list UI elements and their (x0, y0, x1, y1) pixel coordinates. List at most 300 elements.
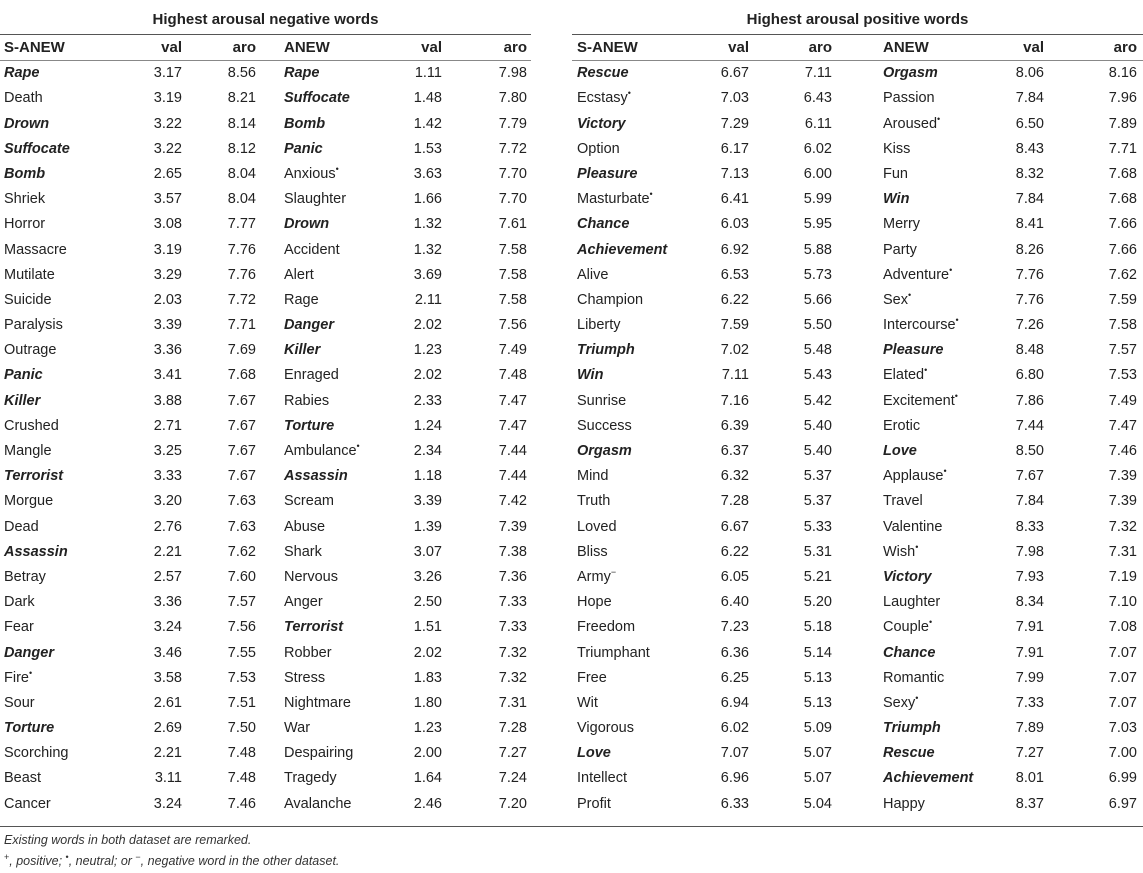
s-anew-word: Cancer (4, 795, 51, 812)
val-cell: 1.51 (413, 619, 442, 636)
anew-word: Wish• (883, 541, 919, 560)
negative-panel-title: Highest arousal negative words (152, 11, 379, 28)
anew-word: Stress (284, 669, 326, 686)
val-cell: 2.61 (153, 694, 182, 711)
val-cell: 3.29 (153, 266, 182, 283)
anew-word: Elated• (883, 365, 928, 384)
aro-cell: 8.04 (227, 191, 256, 208)
val-cell: 6.96 (720, 770, 749, 787)
aro-cell: 7.11 (804, 65, 832, 82)
aro-cell: 5.20 (803, 594, 832, 611)
positive-panel-title: Highest arousal positive words (746, 11, 969, 28)
aro-cell: 7.79 (498, 115, 527, 132)
anew-word: Adventure• (883, 264, 953, 283)
table-row (572, 615, 1143, 640)
val-cell: 6.03 (720, 216, 749, 233)
val-cell: 3.69 (413, 266, 442, 283)
header-s-anew: S-ANEW (4, 39, 65, 56)
anew-word: Rabies (284, 392, 330, 409)
anew-word: Alert (284, 266, 314, 283)
table-row (0, 86, 531, 111)
table-row (0, 741, 531, 766)
table-row (572, 313, 1143, 338)
val-cell: 7.84 (1015, 90, 1044, 107)
aro-cell: 7.55 (227, 644, 256, 661)
aro-cell: 7.63 (227, 518, 256, 535)
val-cell: 2.11 (414, 291, 442, 308)
aro-cell: 7.96 (1108, 90, 1137, 107)
table-row (572, 792, 1143, 817)
val-cell: 2.71 (153, 417, 182, 434)
s-anew-word: Shriek (4, 191, 46, 208)
aro-cell: 6.99 (1108, 770, 1137, 787)
aro-cell: 7.39 (498, 518, 527, 535)
aro-cell: 7.32 (1108, 518, 1137, 535)
dataset-marker: • (627, 88, 631, 99)
val-cell: 1.66 (413, 191, 442, 208)
val-cell: 6.17 (720, 140, 749, 157)
anew-word: War (284, 720, 311, 737)
aro-cell: 7.42 (498, 493, 527, 510)
aro-cell: 7.49 (1108, 392, 1137, 409)
s-anew-word: Dark (4, 594, 35, 611)
s-anew-word: Free (577, 669, 607, 686)
table-row (572, 363, 1143, 388)
val-cell: 2.33 (413, 392, 442, 409)
val-cell: 2.65 (153, 165, 182, 182)
table-row (572, 162, 1143, 187)
s-anew-word: Liberty (577, 317, 621, 334)
table-row (0, 212, 531, 237)
dataset-marker: − (610, 566, 617, 577)
aro-cell: 7.50 (227, 720, 256, 737)
table-row (572, 212, 1143, 237)
val-cell: 8.37 (1015, 795, 1044, 812)
val-cell: 2.46 (413, 795, 442, 812)
s-anew-word: Freedom (577, 619, 636, 636)
aro-cell: 7.31 (498, 694, 527, 711)
aro-cell: 5.37 (803, 493, 832, 510)
table-row (0, 338, 531, 363)
aro-cell: 5.66 (803, 291, 832, 308)
aro-cell: 7.19 (1108, 568, 1137, 585)
table-row (0, 515, 531, 540)
aro-cell: 5.88 (803, 241, 832, 258)
anew-word: Despairing (284, 745, 354, 762)
val-cell: 3.58 (153, 669, 182, 686)
val-cell: 7.76 (1015, 291, 1044, 308)
val-cell: 7.89 (1015, 720, 1044, 737)
header-val: val (728, 39, 749, 56)
val-cell: 8.34 (1015, 594, 1044, 611)
table-row (0, 288, 531, 313)
s-anew-word: Pleasure (577, 165, 638, 182)
val-cell: 6.94 (720, 694, 749, 711)
val-cell: 6.02 (720, 720, 749, 737)
s-anew-word: Crushed (4, 417, 59, 434)
val-cell: 7.07 (720, 745, 749, 762)
anew-word: Anger (284, 594, 323, 611)
aro-cell: 7.47 (1108, 417, 1137, 434)
aro-cell: 7.36 (498, 568, 527, 585)
aro-cell: 7.56 (498, 317, 527, 334)
aro-cell: 5.07 (803, 770, 832, 787)
aro-cell: 7.67 (227, 443, 256, 459)
aro-cell: 5.04 (803, 795, 832, 812)
anew-word: Victory (883, 568, 932, 585)
s-anew-word: Killer (4, 392, 41, 409)
aro-cell: 7.56 (227, 619, 256, 636)
s-anew-word: Mutilate (4, 266, 55, 283)
val-cell: 1.23 (413, 720, 442, 737)
val-cell: 1.24 (413, 417, 442, 434)
val-cell: 3.25 (153, 443, 182, 459)
aro-cell: 7.63 (227, 493, 256, 510)
val-cell: 7.13 (720, 165, 749, 182)
aro-cell: 7.51 (227, 694, 256, 711)
aro-cell: 6.43 (803, 90, 832, 107)
dataset-marker: • (915, 541, 919, 552)
s-anew-word: Outrage (4, 342, 57, 359)
table-row (572, 238, 1143, 263)
aro-cell: 5.07 (803, 745, 832, 762)
aro-cell: 7.68 (227, 367, 256, 384)
val-cell: 6.50 (1015, 115, 1044, 132)
table-row (0, 590, 531, 615)
aro-cell: 5.50 (803, 317, 832, 334)
val-cell: 6.41 (720, 191, 749, 208)
dataset-marker: • (924, 365, 928, 376)
dataset-marker: • (356, 441, 360, 451)
s-anew-word: Assassin (4, 543, 68, 560)
dataset-marker: • (915, 692, 919, 703)
anew-word: Romantic (883, 669, 945, 686)
s-anew-word: Masturbate• (577, 189, 653, 208)
val-cell: 6.67 (720, 65, 749, 82)
table-row (572, 338, 1143, 363)
val-cell: 2.02 (413, 644, 442, 661)
val-cell: 1.83 (413, 669, 442, 686)
val-cell: 6.67 (720, 518, 749, 535)
anew-word: Pleasure (883, 342, 944, 359)
s-anew-word: Massacre (4, 241, 67, 258)
anew-word: Enraged (284, 367, 339, 384)
aro-cell: 7.62 (1108, 266, 1137, 283)
s-anew-word: Triumphant (577, 644, 650, 661)
aro-cell: 7.72 (227, 291, 256, 308)
s-anew-word: Betray (4, 568, 46, 585)
table-row (572, 263, 1143, 288)
aro-cell: 7.70 (498, 165, 527, 182)
val-cell: 6.40 (720, 594, 749, 611)
s-anew-word: Paralysis (4, 317, 63, 334)
val-cell: 1.32 (413, 241, 442, 258)
val-cell: 1.64 (413, 770, 442, 787)
aro-cell: 7.57 (1108, 342, 1137, 359)
val-cell: 7.59 (720, 317, 749, 334)
table-row (0, 238, 531, 263)
anew-word: Robber (284, 644, 332, 661)
val-cell: 1.42 (413, 115, 442, 132)
val-cell: 1.39 (413, 518, 442, 535)
aro-cell: 7.47 (498, 392, 527, 409)
s-anew-word: Beast (4, 770, 42, 787)
table-row (0, 615, 531, 640)
val-cell: 6.39 (720, 417, 749, 434)
anew-word: Killer (284, 342, 321, 359)
anew-word: Applause• (883, 466, 947, 485)
aro-cell: 7.39 (1108, 493, 1137, 510)
aro-cell: 7.46 (227, 795, 256, 812)
val-cell: 1.32 (413, 216, 442, 233)
table-row (572, 590, 1143, 615)
table-row (572, 439, 1143, 464)
s-anew-word: Panic (4, 367, 43, 384)
val-cell: 3.46 (153, 644, 182, 661)
aro-cell: 5.33 (803, 518, 832, 535)
aro-cell: 7.67 (227, 468, 256, 485)
s-anew-word: Mangle (4, 443, 52, 459)
s-anew-word: Horror (4, 216, 46, 233)
table-row (0, 313, 531, 338)
table-row (572, 716, 1143, 741)
aro-cell: 7.98 (498, 65, 527, 82)
aro-cell: 8.21 (227, 90, 256, 107)
val-cell: 1.23 (413, 342, 442, 359)
aro-cell: 7.77 (227, 216, 256, 233)
anew-word: Erotic (883, 417, 921, 434)
header-aro: aro (232, 39, 256, 56)
dataset-marker: • (937, 113, 941, 124)
dataset-marker: • (928, 617, 933, 628)
val-cell: 3.20 (153, 493, 182, 510)
aro-cell: 7.08 (1108, 619, 1137, 636)
table-row (0, 414, 531, 439)
val-cell: 3.24 (153, 619, 182, 636)
aro-cell: 7.72 (498, 140, 527, 157)
anew-word: Abuse (284, 518, 326, 535)
dataset-marker: • (28, 667, 33, 678)
aro-cell: 7.67 (227, 417, 256, 434)
val-cell: 3.22 (153, 115, 182, 132)
aro-cell: 5.21 (803, 568, 832, 585)
aro-cell: 8.56 (227, 65, 256, 82)
aro-cell: 7.44 (498, 468, 527, 485)
s-anew-word: Fire• (4, 667, 33, 686)
val-cell: 7.86 (1015, 392, 1044, 409)
anew-word: Party (883, 241, 917, 258)
anew-word: Couple• (883, 617, 933, 636)
table-row (572, 389, 1143, 414)
val-cell: 3.33 (153, 468, 182, 485)
val-cell: 6.37 (720, 443, 749, 459)
aro-cell: 5.13 (803, 694, 832, 711)
val-cell: 3.63 (413, 165, 442, 182)
val-cell: 2.50 (413, 594, 442, 611)
val-cell: 3.07 (413, 543, 442, 560)
table-row (572, 86, 1143, 111)
s-anew-word: Drown (4, 115, 50, 132)
aro-cell: 6.02 (803, 140, 832, 157)
anew-word: Chance (883, 644, 936, 661)
aro-cell: 6.11 (804, 115, 832, 132)
aro-cell: 7.28 (498, 720, 527, 737)
val-cell: 7.84 (1015, 493, 1044, 510)
aro-cell: 7.80 (498, 90, 527, 107)
val-cell: 6.36 (720, 644, 749, 661)
anew-word: Sexy• (883, 692, 919, 711)
aro-cell: 7.53 (1108, 367, 1137, 384)
anew-word: Drown (284, 216, 330, 233)
table-row (0, 439, 531, 464)
val-cell: 7.76 (1015, 266, 1044, 283)
table-row (572, 741, 1143, 766)
s-anew-word: Triumph (577, 342, 635, 359)
aro-cell: 7.49 (498, 342, 527, 359)
aro-cell: 7.66 (1108, 216, 1137, 233)
s-anew-word: Fear (4, 619, 34, 636)
table-row (572, 61, 1143, 86)
anew-word: Ambulance• (284, 441, 360, 459)
s-anew-word: Suicide (4, 291, 52, 308)
val-cell: 2.21 (153, 543, 182, 560)
positive-panel (572, 6, 1143, 817)
anew-word: Torture (284, 417, 335, 434)
aro-cell: 5.40 (803, 417, 832, 434)
table-row (572, 666, 1143, 691)
table-row (0, 565, 531, 590)
val-cell: 8.48 (1015, 342, 1044, 359)
val-cell: 3.39 (413, 493, 442, 510)
s-anew-word: Mind (577, 468, 609, 485)
aro-cell: 5.13 (803, 669, 832, 686)
aro-cell: 7.67 (227, 392, 256, 409)
s-anew-word: Bliss (577, 543, 608, 560)
val-cell: 2.76 (153, 518, 182, 535)
table-row (572, 137, 1143, 162)
aro-cell: 7.27 (498, 745, 527, 762)
aro-cell: 7.59 (1108, 291, 1137, 308)
aro-cell: 7.24 (498, 770, 527, 787)
val-cell: 6.22 (720, 543, 749, 560)
dataset-marker: • (908, 289, 912, 300)
s-anew-word: Champion (577, 291, 644, 308)
dataset-marker: • (955, 315, 959, 326)
s-anew-word: Love (577, 745, 611, 762)
table-row (572, 112, 1143, 137)
anew-word: Happy (883, 795, 925, 812)
val-cell: 3.39 (153, 317, 182, 334)
val-cell: 8.32 (1015, 165, 1044, 182)
val-cell: 6.22 (720, 291, 749, 308)
s-anew-word: Option (577, 140, 620, 157)
aro-cell: 7.20 (498, 795, 527, 812)
aro-cell: 7.31 (1108, 543, 1137, 560)
val-cell: 3.11 (154, 770, 182, 787)
aro-cell: 7.48 (498, 367, 527, 384)
aro-cell: 8.14 (227, 115, 256, 132)
table-row (0, 489, 531, 514)
anew-word: Shark (284, 543, 322, 560)
anew-word: Panic (284, 140, 323, 157)
val-cell: 7.99 (1015, 669, 1044, 686)
aro-cell: 7.61 (498, 216, 527, 233)
anew-word: Suffocate (284, 90, 350, 107)
val-cell: 1.80 (413, 694, 442, 711)
table-row (0, 389, 531, 414)
val-cell: 8.06 (1015, 65, 1044, 82)
s-anew-word: Vigorous (577, 720, 634, 737)
anew-word: Aroused• (883, 113, 941, 132)
aro-cell: 5.99 (803, 191, 832, 208)
aro-cell: 7.70 (498, 191, 527, 208)
table-row (0, 540, 531, 565)
header-anew: ANEW (883, 39, 929, 56)
s-anew-word: Orgasm (577, 443, 632, 459)
aro-cell: 7.76 (227, 266, 256, 283)
s-anew-word: Rape (4, 65, 40, 82)
aro-cell: 5.43 (803, 367, 832, 384)
val-cell: 3.19 (153, 90, 182, 107)
table-row (0, 464, 531, 489)
anew-word: Laughter (883, 594, 941, 611)
table-row (0, 666, 531, 691)
aro-cell: 7.48 (227, 745, 256, 762)
s-anew-word: Sour (4, 694, 35, 711)
anew-word: Excitement• (883, 390, 958, 409)
table-row (0, 766, 531, 791)
s-anew-word: Loved (577, 518, 617, 535)
table-row (572, 489, 1143, 514)
val-cell: 1.53 (413, 140, 442, 157)
aro-cell: 7.62 (227, 543, 256, 560)
anew-word: Triumph (883, 720, 941, 737)
dataset-marker: • (949, 264, 953, 275)
aro-cell: 8.12 (227, 140, 256, 157)
aro-cell: 6.97 (1108, 795, 1137, 812)
val-cell: 7.98 (1015, 543, 1044, 560)
val-cell: 3.41 (153, 367, 182, 384)
table-row (572, 464, 1143, 489)
aro-cell: 5.40 (803, 443, 832, 459)
val-cell: 6.80 (1015, 367, 1044, 384)
table-row (0, 137, 531, 162)
val-cell: 3.36 (153, 342, 182, 359)
anew-word: Valentine (883, 518, 943, 535)
anew-word: Tragedy (284, 770, 337, 787)
anew-word: Passion (883, 90, 935, 107)
s-anew-word: Sunrise (577, 392, 627, 409)
table-row (0, 61, 531, 86)
val-cell: 2.57 (153, 568, 182, 585)
anew-word: Avalanche (284, 795, 352, 812)
val-cell: 3.17 (153, 65, 182, 82)
aro-cell: 8.04 (227, 165, 256, 182)
aro-cell: 7.89 (1108, 115, 1137, 132)
aro-cell: 7.71 (227, 317, 256, 334)
aro-cell: 7.66 (1108, 241, 1137, 258)
val-cell: 3.08 (153, 216, 182, 233)
dataset-marker: • (335, 163, 339, 174)
positive-header-row (572, 35, 1143, 60)
s-anew-word: Ecstasy• (577, 88, 631, 107)
header-val: val (161, 39, 182, 56)
val-cell: 1.18 (413, 468, 442, 485)
dataset-marker: • (954, 390, 958, 401)
header-val: val (1023, 39, 1044, 56)
table-row (0, 263, 531, 288)
header-aro: aro (503, 39, 527, 56)
